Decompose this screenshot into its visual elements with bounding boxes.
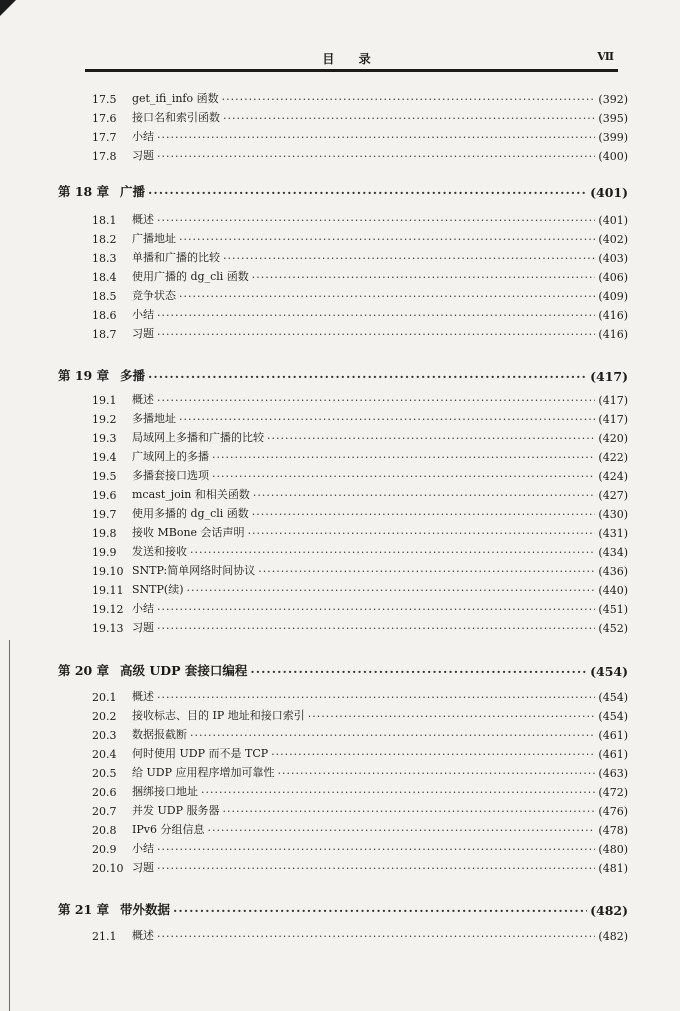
toc-title: SNTP(续) [132,583,184,596]
toc-number: 17.6 [92,112,117,125]
toc-page-number: (400) [598,150,628,163]
toc-page-number: (402) [598,233,628,246]
toc-number: 19.2 [92,413,117,426]
toc-page-number: (427) [598,489,628,502]
toc-title: 小结 [132,130,154,143]
toc-entry-row[interactable] [92,821,628,837]
toc-leader-dots [157,843,595,856]
toc-page-number: (463) [598,767,628,780]
toc-leader-dots [157,622,595,635]
toc-title: 概述 [132,213,154,226]
toc-entry-row[interactable] [92,840,628,856]
toc-entry-row[interactable] [92,927,628,943]
toc-page-number: (395) [598,112,628,125]
toc-leader-dots [222,93,596,106]
toc-leader-dots [157,214,595,227]
toc-page-number: (416) [598,328,628,341]
toc-page-number: (430) [598,508,628,521]
toc-entry-row[interactable] [92,600,628,616]
toc-title: 小结 [132,602,154,615]
toc-leader-dots [157,309,595,322]
toc-title: 带外数据 [120,902,171,917]
toc-leader-dots [157,691,595,704]
toc-leader-dots [271,748,595,761]
toc-page-number: (417) [598,394,628,407]
toc-number: 20.8 [92,824,117,837]
toc-number: 20.10 [92,862,124,875]
toc-page-number: (417) [598,413,628,426]
toc-page-number: (451) [598,603,628,616]
toc-title: 高级 UDP 套接口编程 [120,663,248,678]
toc-entry-row[interactable] [92,325,628,341]
toc-leader-dots [173,903,587,918]
toc-page-number: (472) [598,786,628,799]
toc-title: 多播套接口选项 [132,469,209,482]
toc-leader-dots [157,603,595,616]
toc-title: 使用广播的 dg_cli 函数 [132,270,249,283]
toc-title: mcast_join 和相关函数 [132,488,250,501]
toc-number: 20.3 [92,729,117,742]
toc-page-number: (454) [598,691,628,704]
toc-page-number: (461) [598,748,628,761]
toc-title: 使用多播的 dg_cli 函数 [132,507,249,520]
toc-entry-row[interactable] [92,391,628,407]
toc-page-number: (420) [598,432,628,445]
toc-leader-dots [148,185,587,200]
toc-leader-dots [248,527,596,540]
toc-number: 18.6 [92,309,117,322]
toc-number: 20.4 [92,748,117,761]
toc-leader-dots [190,546,595,559]
toc-entry-row[interactable] [92,429,628,445]
toc-title: 数据报截断 [132,728,187,741]
toc-number: 18.4 [92,271,117,284]
toc-leader-dots [207,824,595,837]
toc-page-number: (417) [590,369,628,384]
toc-page-number: (424) [598,470,628,483]
toc-entry-row[interactable] [92,128,628,144]
toc-title: 概述 [132,393,154,406]
toc-entry-row[interactable] [92,306,628,322]
toc-number: 18.1 [92,214,117,227]
toc-leader-dots [157,862,595,875]
toc-entry-row[interactable] [92,783,628,799]
toc-title: 何时使用 UDP 而不是 TCP [132,747,269,760]
toc-leader-dots [252,271,596,284]
toc-number: 18.2 [92,233,117,246]
toc-leader-dots [223,112,595,125]
toc-number: 20.9 [92,843,117,856]
toc-leader-dots [157,394,595,407]
toc-number: 17.5 [92,93,117,106]
toc-leader-dots [222,805,595,818]
toc-entry-row[interactable] [92,505,628,521]
toc-page-number: (454) [590,664,628,679]
toc-number: 20.6 [92,786,117,799]
toc-entry-row[interactable] [92,90,628,106]
toc-title: 广域网上的多播 [132,450,209,463]
toc-title: 并发 UDP 服务器 [132,804,220,817]
toc-page-number: (401) [590,185,628,200]
toc-title: 概述 [132,929,154,942]
toc-leader-dots [157,930,595,943]
toc-title: 发送和接收 [132,545,187,558]
toc-entry-row[interactable] [92,410,628,426]
toc-page-number: (478) [598,824,628,837]
toc-number: 19.1 [92,394,117,407]
toc-chapter-row[interactable] [58,180,628,200]
toc-chapter-row[interactable] [58,659,628,679]
toc-title: 习题 [132,327,154,340]
toc-page-number: (482) [590,903,628,918]
toc-title: 给 UDP 应用程序增加可靠性 [132,766,275,779]
toc-entry-row[interactable] [92,581,628,597]
toc-page-number: (416) [598,309,628,322]
toc-number: 19.10 [92,565,124,578]
toc-leader-dots [179,290,595,303]
toc-page-number: (409) [598,290,628,303]
toc-number: 20.5 [92,767,117,780]
toc-leader-dots [157,150,595,163]
toc-page-number: (392) [598,93,628,106]
toc-leader-dots [258,565,595,578]
toc-leader-dots [157,328,595,341]
toc-entry-row[interactable] [92,230,628,246]
toc-number: 17.8 [92,150,117,163]
toc-number: 第 19 章 [58,368,110,383]
toc-entry-row[interactable] [92,802,628,818]
toc-page-number: (431) [598,527,628,540]
toc-leader-dots [267,432,595,445]
toc-leader-dots [190,729,595,742]
toc-title: 捆绑接口地址 [132,785,198,798]
toc-entry-row[interactable] [92,448,628,464]
toc-leader-dots [186,584,595,597]
toc-title: 局域网上多播和广播的比较 [132,431,264,444]
toc-entry-row[interactable] [92,764,628,780]
toc-number: 19.13 [92,622,124,635]
toc-page-number: (434) [598,546,628,559]
toc-title: 接收标志、目的 IP 地址和接口索引 [132,709,305,722]
toc-title: 接口名和索引函数 [132,111,220,124]
toc-leader-dots [148,369,587,384]
toc-number: 20.7 [92,805,117,818]
toc-page-number: (403) [598,252,628,265]
toc-number: 第 21 章 [58,902,110,917]
toc-entry-row[interactable] [92,109,628,125]
toc-entry-row[interactable] [92,486,628,502]
toc-entry-row[interactable] [92,249,628,265]
toc-page-number: (476) [598,805,628,818]
toc-page-number: (454) [598,710,628,723]
toc-page-number: (461) [598,729,628,742]
toc-number: 19.12 [92,603,124,616]
toc-page-number: (406) [598,271,628,284]
header-title: 目 录 [322,52,381,66]
toc-number: 第 20 章 [58,663,110,678]
toc-number: 20.1 [92,691,117,704]
toc-number: 19.5 [92,470,117,483]
toc-number: 第 18 章 [58,184,110,199]
toc-page-number: (399) [598,131,628,144]
toc-number: 18.3 [92,252,117,265]
toc-entry-row[interactable] [92,562,628,578]
toc-entry-row[interactable] [92,688,628,704]
toc-page-number: (481) [598,862,628,875]
toc-leader-dots [252,508,596,521]
toc-entry-row[interactable] [92,147,628,163]
toc-number: 19.8 [92,527,117,540]
toc-title: IPv6 分组信息 [132,823,205,836]
toc-title: 小结 [132,308,154,321]
toc-leader-dots [157,131,595,144]
toc-title: 广播 [120,184,146,199]
toc-leader-dots [250,664,587,679]
toc-page-number: (422) [598,451,628,464]
toc-entry-row[interactable] [92,745,628,761]
toc-leader-dots [179,413,595,426]
toc-title: 单播和广播的比较 [132,251,220,264]
toc-page-number: (401) [598,214,628,227]
toc-entry-row[interactable] [92,268,628,284]
toc-number: 19.11 [92,584,124,597]
toc-title: 多播 [120,368,146,383]
toc-number: 19.9 [92,546,117,559]
toc-title: get_ifi_info 函数 [132,92,219,105]
toc-entry-row[interactable] [92,859,628,875]
toc-leader-dots [223,252,595,265]
toc-number: 18.5 [92,290,117,303]
toc-entry-row[interactable] [92,707,628,723]
toc-number: 17.7 [92,131,117,144]
toc-page-number: (440) [598,584,628,597]
toc-number: 19.4 [92,451,117,464]
toc-leader-dots [212,451,595,464]
toc-number: 21.1 [92,930,117,943]
toc-title: 习题 [132,861,154,874]
toc-title: 接收 MBone 会话声明 [132,526,245,539]
toc-number: 19.6 [92,489,117,502]
toc-leader-dots [212,470,595,483]
toc-entry-row[interactable] [92,726,628,742]
toc-page-number: (452) [598,622,628,635]
toc-title: 概述 [132,690,154,703]
toc-leader-dots [277,767,595,780]
toc-entry-row[interactable] [92,287,628,303]
header-page-number: Ⅶ [597,50,614,63]
toc-entry-row[interactable] [92,619,628,635]
toc-entry-row[interactable] [92,211,628,227]
toc-entry-row[interactable] [92,467,628,483]
toc-leader-dots [253,489,596,502]
toc-chapter-row[interactable] [58,364,628,384]
toc-number: 20.2 [92,710,117,723]
toc-leader-dots [201,786,595,799]
toc-title: SNTP:简单网络时间协议 [132,564,256,577]
toc-number: 19.3 [92,432,117,445]
toc-page-number: (436) [598,565,628,578]
toc-leader-dots [179,233,595,246]
toc-page-number: (482) [598,930,628,943]
toc-title: 习题 [132,149,154,162]
toc-leader-dots [308,710,596,723]
toc-number: 19.7 [92,508,117,521]
toc-page-number: (480) [598,843,628,856]
toc-title: 多播地址 [132,412,176,425]
toc-entry-row[interactable] [92,524,628,540]
toc-title: 竞争状态 [132,289,176,302]
toc-title: 广播地址 [132,232,176,245]
toc-number: 18.7 [92,328,117,341]
toc-title: 小结 [132,842,154,855]
toc-chapter-row[interactable] [58,898,628,918]
toc-title: 习题 [132,621,154,634]
toc-entry-row[interactable] [92,543,628,559]
